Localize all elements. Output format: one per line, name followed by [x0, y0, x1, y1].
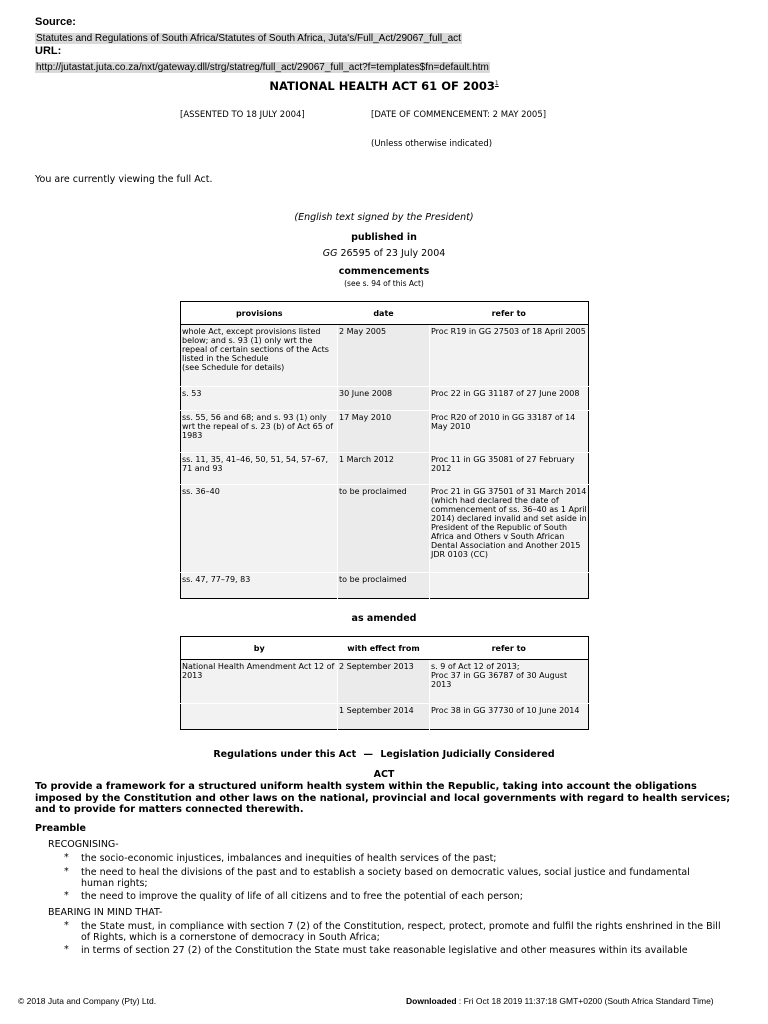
list-item: * the State must, in compliance with section 7 (2) of the Constitution, respect, protect, promote and fulfil the rights enshrined in the Bill of Rights, which is a cornerstone of democracy in South Africa;	[64, 920, 721, 944]
downloaded-value: : Fri Oct 18 2019 11:37:18 GMT+0200 (South Africa Standard Time)	[456, 996, 714, 1006]
judicially-considered-link[interactable]: Legislation Judicially Considered	[380, 749, 555, 760]
table-cell[interactable]: Proc 22 in GG 31187 of 27 June 2008	[430, 387, 589, 411]
recognising-heading: RECOGNISING-	[48, 839, 119, 850]
copyright-footer: © 2018 Juta and Company (Pty) Ltd.	[18, 996, 157, 1006]
source-label: Source:	[35, 16, 76, 28]
list-item: * in terms of section 27 (2) of the Constitution the State must take reasonable legislative and other measures within its available	[64, 944, 688, 956]
download-footer	[406, 996, 714, 1006]
english-text-note: (English text signed by the President)	[294, 212, 474, 223]
table-cell: s. 53	[181, 387, 338, 411]
list-item: * the need to heal the divisions of the past and to establish a society based on democratic values, social justice and fundamental human rights;	[64, 866, 690, 890]
dash-separator: —	[363, 749, 374, 760]
gazette-rest: 26595 of 23 July 2004	[337, 248, 446, 259]
title-footnote-link[interactable]: 1	[494, 80, 499, 88]
list-item: * the need to improve the quality of life of all citizens and to free the potential of each person;	[64, 890, 523, 902]
table-row	[181, 704, 589, 730]
commencements-heading: commencements	[338, 266, 430, 277]
gazette-line	[180, 248, 588, 259]
table-cell: 2 September 2013	[338, 660, 430, 704]
table-cell: 2 May 2005	[338, 325, 430, 387]
regulations-line	[180, 749, 588, 760]
bullet-star: *	[64, 866, 69, 877]
act-purpose: To provide a framework for a structured uniform health system within the Republic, taking into account the obligations imposed by the Constitution and other laws on the national, provincial and local governments with regard to health services; and to provide for matters connected therewith.	[35, 781, 731, 816]
commencement-date: [DATE OF COMMENCEMENT: 2 MAY 2005]	[371, 110, 547, 120]
table-row	[181, 411, 589, 453]
table-cell[interactable]: Proc 21 in GG 37501 of 31 March 2014 (which had declared the date of commencement of ss. 36–40 as 1 April 2014) declared invalid and set aside in President of the Republic of South Africa and Others v South African Dental Association and Another 2015 JDR 0103 (CC)	[430, 485, 589, 573]
url-value[interactable]: http://jutastat.juta.co.za/nxt/gateway.dll/strg/statreg/full_act/29067_full_act?f=templates$fn=default.htm	[36, 62, 489, 73]
url-label: URL:	[35, 45, 62, 57]
table-cell[interactable]: s. 9 of Act 12 of 2013; Proc 37 in GG 36787 of 30 August 2013	[430, 660, 589, 704]
table-cell[interactable]: Proc 38 in GG 37730 of 10 June 2014	[430, 704, 589, 730]
act-heading: ACT	[373, 769, 395, 780]
assented-date: [ASSENTED TO 18 JULY 2004]	[180, 110, 305, 120]
bullet-star: *	[64, 852, 69, 863]
table-cell[interactable]: National Health Amendment Act 12 of 2013	[181, 660, 338, 704]
commencements-note: (see s. 94 of this Act)	[344, 279, 424, 288]
published-in-heading: published in	[351, 232, 417, 243]
amendments-table	[180, 636, 589, 730]
table-row	[181, 660, 589, 704]
table-cell	[430, 573, 589, 599]
table-cell: ss. 36–40	[181, 485, 338, 573]
source-value: Statutes and Regulations of South Africa/Statutes of South Africa, Juta's/Full_Act/29067_full_act	[36, 33, 461, 44]
viewing-note: You are currently viewing the full Act.	[35, 174, 213, 185]
table-cell: 1 September 2014	[338, 704, 430, 730]
bullet-star: *	[64, 890, 69, 901]
col-header-by: by	[181, 637, 338, 660]
col-header-with-effect-from: with effect from	[338, 637, 430, 660]
table-row	[181, 485, 589, 573]
as-amended-heading: as amended	[351, 613, 417, 624]
table-cell: 1 March 2012	[338, 453, 430, 485]
table-cell: ss. 47, 77–79, 83	[181, 573, 338, 599]
table-cell[interactable]: Proc R20 of 2010 in GG 33187 of 14 May 2010	[430, 411, 589, 453]
bearing-heading: BEARING IN MIND THAT-	[48, 907, 163, 918]
table-cell: to be proclaimed	[338, 573, 430, 599]
table-cell	[181, 704, 338, 730]
regulations-link[interactable]: Regulations under this Act	[213, 749, 357, 760]
col-header-refer-to: refer to	[430, 302, 589, 325]
col-header-date: date	[338, 302, 430, 325]
list-item: * the socio-economic injustices, imbalances and inequities of health services of the past;	[64, 852, 497, 864]
page-title	[0, 79, 768, 93]
gazette-gg: GG	[322, 248, 338, 259]
source-block	[35, 16, 462, 46]
preamble-heading: Preamble	[35, 823, 86, 834]
table-cell[interactable]: Proc 11 in GG 35081 of 27 February 2012	[430, 453, 589, 485]
table-row	[181, 325, 589, 387]
commencements-table	[180, 301, 589, 599]
col-header-refer-to: refer to	[430, 637, 589, 660]
col-header-provisions: provisions	[181, 302, 338, 325]
url-block	[35, 45, 490, 75]
unless-note: (Unless otherwise indicated)	[371, 139, 493, 149]
table-cell: to be proclaimed	[338, 485, 430, 573]
table-cell: ss. 11, 35, 41–46, 50, 51, 54, 57–67, 71 and 93	[181, 453, 338, 485]
act-title: NATIONAL HEALTH ACT 61 OF 2003	[269, 79, 495, 93]
table-cell[interactable]: Proc R19 in GG 27503 of 18 April 2005	[430, 325, 589, 387]
table-row	[181, 453, 589, 485]
table-row	[181, 573, 589, 599]
table-cell: ss. 55, 56 and 68; and s. 93 (1) only wrt the repeal of s. 23 (b) of Act 65 of 1983	[181, 411, 338, 453]
table-cell: 30 June 2008	[338, 387, 430, 411]
table-cell: whole Act, except provisions listed below; and s. 93 (1) only wrt the repeal of certain sections of the Acts listed in the Schedule (see Schedule for details)	[181, 325, 338, 387]
table-cell: 17 May 2010	[338, 411, 430, 453]
bullet-star: *	[64, 944, 69, 955]
table-row	[181, 387, 589, 411]
downloaded-label: Downloaded	[406, 996, 457, 1006]
bullet-star: *	[64, 920, 69, 931]
